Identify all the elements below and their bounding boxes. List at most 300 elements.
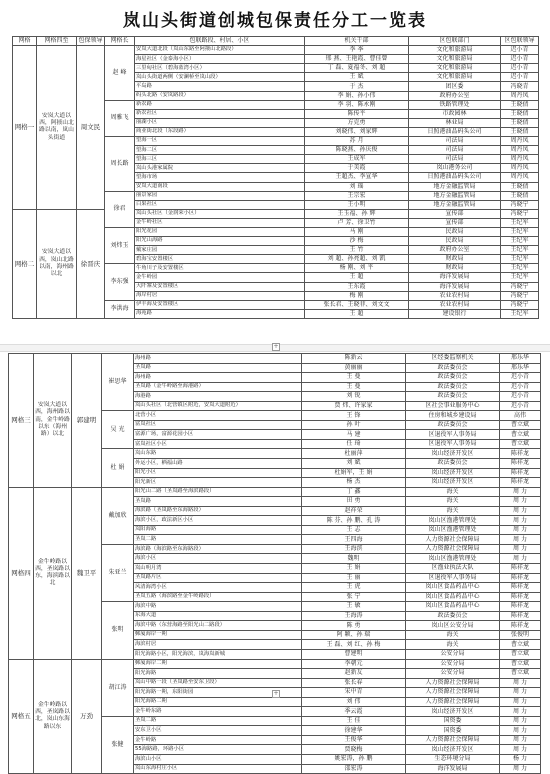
cadre: 王 志 — [302, 525, 406, 535]
assigned-area: 岚阳海路 — [134, 525, 302, 535]
dept-leader: 陈祥龙 — [500, 602, 541, 612]
department: 文化和旅游局 — [409, 46, 501, 55]
department: 团区委 — [409, 82, 501, 91]
grid-name: 网格五 — [9, 659, 34, 774]
dept-leader: 周 力 — [500, 726, 541, 736]
cadre: 王宗宏 — [305, 191, 409, 200]
dept-leader: 周 力 — [500, 516, 541, 526]
cadre: 陈新云 — [302, 354, 406, 364]
dept-leader: 高伟 — [500, 411, 541, 421]
department: 司法局 — [409, 137, 501, 146]
assigned-area: 海滨中路（东营海路至阳光山二路段） — [134, 621, 302, 631]
assigned-area: 阳光海路二期 — [134, 697, 302, 707]
assigned-area: 金牛岭园 — [135, 273, 305, 282]
dept-leader: 迟小青 — [501, 73, 539, 82]
department: 国资委 — [406, 726, 500, 736]
department: 宣传部 — [409, 209, 501, 218]
cadre: 陈传平 — [305, 109, 409, 118]
table-row — [13, 209, 539, 218]
cadre: 邵宏涛 — [302, 764, 406, 774]
department: 海关 — [406, 487, 500, 497]
grid-leader: 万劲 — [72, 659, 102, 774]
department: 区退役军人事务局 — [406, 573, 500, 583]
cadre: 魏明 — [302, 554, 406, 564]
assigned-area: 丽湖小区 — [135, 118, 305, 127]
department: 日照港油品码头公司 — [409, 173, 501, 182]
cadre: 于 杰 — [305, 82, 409, 91]
assigned-area: 海滨山小区 — [134, 754, 302, 764]
assigned-area: 白果社区 — [135, 200, 305, 209]
assigned-area: 海州路 — [134, 354, 302, 364]
dept-leader: 邢乐华 — [500, 363, 541, 373]
table-header — [13, 37, 539, 46]
department: 住房和城乡建设局 — [406, 411, 500, 421]
dept-leader: 陈祥龙 — [500, 611, 541, 621]
department: 区退役军人事务局 — [406, 439, 500, 449]
department: 公安分局 — [406, 659, 500, 669]
dept-leader: 曹立斌 — [500, 420, 541, 430]
assigned-area: 丽景家园 — [135, 191, 305, 200]
column-header: 区包联领导 — [501, 37, 539, 46]
table-row — [9, 659, 541, 669]
assigned-area: 岚山头港家属院 — [135, 164, 305, 173]
cadre: 王成军 — [305, 155, 409, 164]
assigned-area: 圣岚路 — [134, 497, 302, 507]
cadre: 于美霞 — [305, 164, 409, 173]
grid-leader: 魏卫平 — [72, 487, 102, 659]
department: 海洋发展局 — [406, 764, 500, 774]
cadre: 王东霞 — [305, 282, 409, 291]
grid-chief: 张明 — [102, 602, 134, 659]
cadre: 杜娟军，王 娟 — [302, 468, 406, 478]
column-header: 网格四至 — [37, 37, 77, 46]
assigned-area: 大阡寨及安置楼区 — [135, 282, 305, 291]
cadre: 张长君、王晓菲、刘文文 — [305, 300, 409, 309]
dept-leader: 迟小青 — [500, 401, 541, 411]
cadre: 王 锋 — [302, 411, 406, 421]
cadre: 王 佳 — [302, 716, 406, 726]
assigned-area: 阳光山海路 — [135, 237, 305, 246]
department: 人力资源社会保障局 — [406, 735, 500, 745]
cadre: 季云霞 — [302, 707, 406, 717]
department: 区社会事业服务中心 — [406, 401, 500, 411]
cadre: 王 超 — [305, 273, 409, 282]
dept-leader: 陈祥龙 — [500, 583, 541, 593]
assigned-area: 阳光小区 — [134, 468, 302, 478]
dept-leader: 陈祥龙 — [500, 468, 541, 478]
department: 宣传部 — [409, 218, 501, 227]
cadre: 苏 月 — [305, 137, 409, 146]
department: 农业农村局 — [409, 300, 501, 309]
dept-leader: 陈祥龙 — [500, 621, 541, 631]
cadre: 赵祥荣 — [302, 506, 406, 516]
dept-leader: 王纪军 — [501, 264, 539, 273]
grid-name: 网格一 — [13, 46, 37, 210]
assigned-area: 圣岚五路（海滨路至金牛岭路段） — [134, 592, 302, 602]
responsibility-table-part-2 — [8, 353, 541, 774]
department: 政法委员会 — [406, 459, 500, 469]
department: 区退役军人事务局 — [406, 430, 500, 440]
dept-leader: 曹立斌 — [500, 659, 541, 669]
assigned-area: 海苑路 — [135, 309, 305, 318]
cadre: 李 娟、孙小伟 — [305, 91, 409, 100]
dept-leader: 王纪军 — [501, 237, 539, 246]
assigned-area: 岚山东海村庄小区 — [134, 764, 302, 774]
dept-leader: 周 力 — [500, 535, 541, 545]
department: 海洋发展局 — [409, 282, 501, 291]
cadre: 王 敏 — [302, 602, 406, 612]
dept-leader: 迟小青 — [500, 382, 541, 392]
department: 司法局 — [409, 155, 501, 164]
column-header: 机关干部 — [305, 37, 409, 46]
dept-leader: 周丹凤 — [501, 137, 539, 146]
dept-leader: 张俊明 — [500, 630, 541, 640]
department: 岚山经济开发区 — [406, 478, 500, 488]
department: 文化和旅游局 — [409, 55, 501, 64]
department: 人力资源社会保障局 — [406, 688, 500, 698]
grid-leader: 徐晋庆 — [77, 209, 105, 318]
cadre: 王小明 — [305, 200, 409, 209]
assigned-area: 海岸村居 — [135, 291, 305, 300]
dept-leader: 周丹凤 — [501, 155, 539, 164]
grid-leader: 周文民 — [77, 46, 105, 210]
cadre: 马 建 — [302, 430, 406, 440]
dept-leader: 周丹凤 — [501, 91, 539, 100]
grid-chief: 李东强 — [105, 264, 135, 300]
assigned-area: 海滨路（圣岚路至东海路段） — [134, 506, 302, 516]
cadre: 任 琦 — [302, 439, 406, 449]
cadre: 陈晓燕、孙庆俊 — [305, 146, 409, 155]
dept-leader: 周 力 — [500, 487, 541, 497]
cadre: 张长春 — [302, 678, 406, 688]
department: 政府办公室 — [409, 91, 501, 100]
cadre: 赵新友 — [302, 669, 406, 679]
assigned-area: 海滨小区，政法新区小区 — [134, 516, 302, 526]
cadre: 刘 瑶 — [305, 182, 409, 191]
assigned-area: 圣岚二路 — [134, 716, 302, 726]
dept-leader: 王晓倩 — [501, 182, 539, 191]
dept-leader: 王晓倩 — [501, 191, 539, 200]
cadre: 王 曼 — [302, 373, 406, 383]
resize-handle-icon[interactable]: + — [273, 343, 279, 350]
department: 海关 — [406, 630, 500, 640]
department: 文化和旅游局 — [409, 73, 501, 82]
cadre: 丁 鑫 — [302, 487, 406, 497]
assigned-area: 碧海宝安置楼区 — [135, 255, 305, 264]
department: 日照港油品码头公司 — [409, 127, 501, 136]
cadre: 陈 芬、孙 鹏、孔 涛 — [302, 516, 406, 526]
cadre: 刘 锐 — [302, 392, 406, 402]
cadre: 阿 颖、孙 瑞 — [302, 630, 406, 640]
cadre: 王海滨 — [302, 544, 406, 554]
assigned-area: 商业街北段（东段路） — [135, 127, 305, 136]
dept-leader: 周 力 — [500, 745, 541, 755]
cadre: 方克勇 — [305, 118, 409, 127]
cadre: 杨 刚、刘 平 — [305, 264, 409, 273]
grid-chief: 张健 — [102, 716, 134, 773]
assigned-area: 阳光海路 — [134, 669, 302, 679]
cadre: 刘 斌 — [302, 459, 406, 469]
cadre: 李 季 — [305, 46, 409, 55]
cadre: 王 斌 — [305, 73, 409, 82]
cadre: 王 超 — [305, 309, 409, 318]
column-header: 网格长 — [105, 37, 135, 46]
grid-bounds: 金牛岭路以西，圣岚路以东，海滨路以北 — [34, 487, 72, 659]
grid-chief: 刘炜玉 — [105, 227, 135, 263]
dept-leader: 迟小青 — [500, 392, 541, 402]
assigned-area: 圣岚二路 — [134, 535, 302, 545]
dept-leader: 周 力 — [500, 678, 541, 688]
department: 人力资源社会保障局 — [406, 678, 500, 688]
dept-leader: 周 力 — [500, 716, 541, 726]
dept-leader: 周丹凤 — [501, 173, 539, 182]
dept-leader: 陈祥龙 — [500, 478, 541, 488]
department: 海关 — [406, 497, 500, 507]
dept-leader: 周 力 — [500, 735, 541, 745]
department: 政府办公室 — [409, 246, 501, 255]
assigned-area: 阳光海路一期，东阳街园 — [134, 688, 302, 698]
cadre: 王四海 — [302, 535, 406, 545]
dept-leader: 王晓倩 — [501, 127, 539, 136]
grid-bounds: 安岚大道以西，阿掖山北路以南，岚山头街道 — [37, 46, 77, 210]
grid-bounds: 安岚大道以西，海州路以南，金牛岭路以东（海州路）以北 — [34, 354, 72, 488]
cadre: 徐建华 — [302, 726, 406, 736]
assigned-area: 望海二区 — [135, 146, 305, 155]
grid-bounds: 金牛岭路以西，圣岚路以北，岚山东海路以东 — [34, 659, 72, 774]
dept-leader: 王晓倩 — [501, 100, 539, 109]
grid-chief: 吴 光 — [102, 411, 134, 449]
assigned-area: 海滨中路 — [134, 602, 302, 612]
cadre: 王 虎 — [302, 583, 406, 593]
cadre: 梅 刚 — [305, 291, 409, 300]
grid-bounds: 安岚大道以西，岚山北路以南，海州路以北 — [37, 209, 77, 318]
dept-leader: 陈祥龙 — [500, 459, 541, 469]
grid-name: 网格四 — [9, 487, 34, 659]
cadre: 刘晓伟、刘家辉 — [305, 127, 409, 136]
cadre: 李朝元 — [302, 659, 406, 669]
department: 财政局 — [409, 264, 501, 273]
assigned-area: 安东卫小区 — [134, 726, 302, 736]
dept-leader: 王纪军 — [501, 246, 539, 255]
dept-leader: 陈祥龙 — [500, 449, 541, 459]
cadre: 王 娟 — [302, 564, 406, 574]
cadre: 贾 炜、许家家 — [302, 401, 406, 411]
grid-name: 网格二 — [13, 209, 37, 318]
assigned-area: 望海三区 — [135, 155, 305, 164]
assigned-area: 外运小区，栖福山路 — [134, 459, 302, 469]
department: 铁路管理处 — [409, 100, 501, 109]
cadre: 邢 燕、王艳霞、曹佳曾 — [305, 55, 409, 64]
column-header: 包联路段、村居、小区 — [135, 37, 305, 46]
assigned-area: 金牛岭东路 — [134, 707, 302, 717]
department: 区渔业执法大队 — [406, 564, 500, 574]
dept-leader: 王纪军 — [501, 218, 539, 227]
assigned-area: 阳光新区 — [134, 478, 302, 488]
assigned-area: 戴家庄园 — [135, 246, 305, 255]
dept-leader: 王晓倩 — [501, 118, 539, 127]
cadre: 张 宁 — [302, 592, 406, 602]
assigned-area: 富岚社区 — [134, 420, 302, 430]
assigned-area: 东海大道 — [134, 611, 302, 621]
assigned-area: 郵厦海岸一期 — [134, 630, 302, 640]
assigned-area: 安岚大道南段 — [135, 182, 305, 191]
grid-chief: 徐君 — [105, 191, 135, 227]
dept-leader: 迟小青 — [501, 46, 539, 55]
dept-leader: 曹立斌 — [500, 640, 541, 650]
dept-leader: 曹立斌 — [500, 669, 541, 679]
assigned-area: 富源广场，富源花园小区 — [134, 430, 302, 440]
assigned-area: 伊丰海及安置楼区 — [135, 300, 305, 309]
department: 农业农村局 — [409, 291, 501, 300]
department: 人力资源社会保障局 — [406, 535, 500, 545]
department: 岚山经济开发区 — [406, 449, 500, 459]
cadre: 丁 磊、夏福冬、刘 超 — [305, 64, 409, 73]
cadre: 陈 勇 — [302, 621, 406, 631]
department: 岚山区食品药品中心 — [406, 602, 500, 612]
dept-leader: 周 力 — [500, 544, 541, 554]
dept-leader: 周 力 — [500, 554, 541, 564]
column-header: 区包联部门 — [409, 37, 501, 46]
grid-chief: 李洪海 — [105, 300, 135, 318]
dept-leader: 周丹凤 — [501, 164, 539, 173]
dept-leader: 王晓倩 — [501, 109, 539, 118]
cadre: 王 竹 — [305, 246, 409, 255]
department: 政法委员会 — [406, 611, 500, 621]
assigned-area: 平岛路 — [135, 82, 305, 91]
grid-chief: 赵 峰 — [105, 46, 135, 101]
assigned-area: 岚山东路 — [134, 449, 302, 459]
assigned-area: 海州路 — [134, 373, 302, 383]
dept-leader: 曹立斌 — [500, 439, 541, 449]
department: 地方金融监管局 — [409, 200, 501, 209]
cadre: 李 羽、陈永刚 — [305, 100, 409, 109]
dept-leader: 陈祥龙 — [500, 592, 541, 602]
cadre: 王海涛 — [302, 611, 406, 621]
assigned-area: 牛角川子及安置楼区 — [135, 264, 305, 273]
department: 建设银行 — [409, 309, 501, 318]
assigned-area: 码头北路（安岚路段） — [135, 91, 305, 100]
assigned-area: 新农社区 — [135, 109, 305, 118]
cadre: 刘 伟 — [302, 697, 406, 707]
dept-leader: 迟小青 — [500, 373, 541, 383]
assigned-area: 郵厦海岸二期 — [134, 659, 302, 669]
resize-handle-icon[interactable]: + — [273, 690, 279, 697]
department: 司法局 — [409, 146, 501, 155]
dept-leader: 杨 力 — [500, 754, 541, 764]
dept-leader: 曹立斌 — [500, 649, 541, 659]
department: 林业局 — [409, 118, 501, 127]
department: 地方金融监管局 — [409, 182, 501, 191]
assigned-area: 海港路 — [134, 392, 302, 402]
column-header: 网格 — [13, 37, 37, 46]
department: 地方金融监管局 — [409, 191, 501, 200]
department: 岚山区食品药品中心 — [406, 592, 500, 602]
dept-leader: 周 力 — [500, 506, 541, 516]
dept-leader: 陈祥龙 — [500, 564, 541, 574]
department: 区经委监察机关 — [406, 354, 500, 364]
dept-leader: 周 力 — [500, 707, 541, 717]
cadre: 孙 叶 — [302, 420, 406, 430]
assigned-area: 海星社区（金泰海小区） — [135, 55, 305, 64]
department: 民政局 — [409, 237, 501, 246]
dept-leader: 冯晓青 — [501, 82, 539, 91]
department: 文化和旅游局 — [409, 64, 501, 73]
assigned-area: 海滨小区 — [134, 554, 302, 564]
assigned-area: 海滨村居 — [134, 640, 302, 650]
dept-leader: 王纪军 — [501, 309, 539, 318]
grid-chief: 朱亚兰 — [102, 544, 134, 601]
assigned-area: 金牛岭路 — [134, 735, 302, 745]
grid-leader: 郭建明 — [72, 354, 102, 488]
assigned-area: 岚山头社区（金润荣小区） — [135, 209, 305, 218]
assigned-area: 阳光山二路（圣岚路至海滨路段） — [134, 487, 302, 497]
grid-chief: 周长路 — [105, 137, 135, 192]
department: 财政局 — [409, 255, 501, 264]
department: 岚山经济开发区 — [406, 707, 500, 717]
department: 政法委员会 — [406, 382, 500, 392]
cadre: 王玉福、孙 辉 — [305, 209, 409, 218]
assigned-area: 岚山中路一段（圣岚路至安东卫段） — [134, 678, 302, 688]
responsibility-table-part-1 — [12, 36, 539, 319]
table-row — [9, 487, 541, 497]
grid-chief: 崔思华 — [102, 354, 134, 411]
department: 海洋发展局 — [409, 273, 501, 282]
cadre: 贾晓梅 — [302, 745, 406, 755]
cadre: 曹建明 — [302, 649, 406, 659]
cadre: 姚宏涛，孙 鹏 — [302, 754, 406, 764]
department: 政法委员会 — [406, 392, 500, 402]
department: 岚山区渔港管理处 — [406, 525, 500, 535]
department: 民政局 — [409, 227, 501, 236]
department: 岚山经济开发区 — [406, 745, 500, 755]
grid-name: 网格三 — [9, 354, 34, 488]
assigned-area: 富岚社区小区 — [134, 439, 302, 449]
department: 岚山港务公司 — [409, 164, 501, 173]
dept-leader: 周 力 — [500, 497, 541, 507]
cadre: 马 刚 — [305, 227, 409, 236]
assigned-area: 圣岚路片区 — [134, 573, 302, 583]
assigned-area: 岚山明月湾 — [134, 564, 302, 574]
cadre: 王 丽 — [302, 573, 406, 583]
department: 岚山经济开发区 — [406, 468, 500, 478]
cadre: 田 勇 — [302, 497, 406, 507]
cadre: 沙 梅 — [305, 237, 409, 246]
cadre: 王 磊、刘 红、孙 梅 — [302, 640, 406, 650]
department: 市政园林 — [409, 109, 501, 118]
table-row — [9, 354, 541, 364]
department: 国资委 — [406, 716, 500, 726]
assigned-area: 圣岚路（金牛岭路至海港路） — [134, 382, 302, 392]
department: 海关 — [406, 640, 500, 650]
dept-leader: 迟小青 — [501, 55, 539, 64]
dept-leader: 周 力 — [500, 688, 541, 698]
grid-chief: 杜 娟 — [102, 449, 134, 487]
dept-leader: 冯晓宁 — [501, 200, 539, 209]
department: 海关 — [406, 506, 500, 516]
department: 公安分局 — [406, 669, 500, 679]
grid-chief: 周雅飞 — [105, 100, 135, 136]
assigned-area: 海滨路（海滨路至东海路段） — [134, 544, 302, 554]
cadre: 杜丽萍 — [302, 449, 406, 459]
cadre: 杨 杰 — [302, 478, 406, 488]
assigned-area: 阳光花园 — [135, 227, 305, 236]
dept-leader: 陈祥龙 — [500, 573, 541, 583]
dept-leader: 周 力 — [500, 697, 541, 707]
dept-leader: 周丹凤 — [501, 146, 539, 155]
cadre: 卢 芳、徐卫竹 — [305, 218, 409, 227]
assigned-area: 新农路 — [135, 100, 305, 109]
grid-chief: 胡江涛 — [102, 659, 134, 716]
